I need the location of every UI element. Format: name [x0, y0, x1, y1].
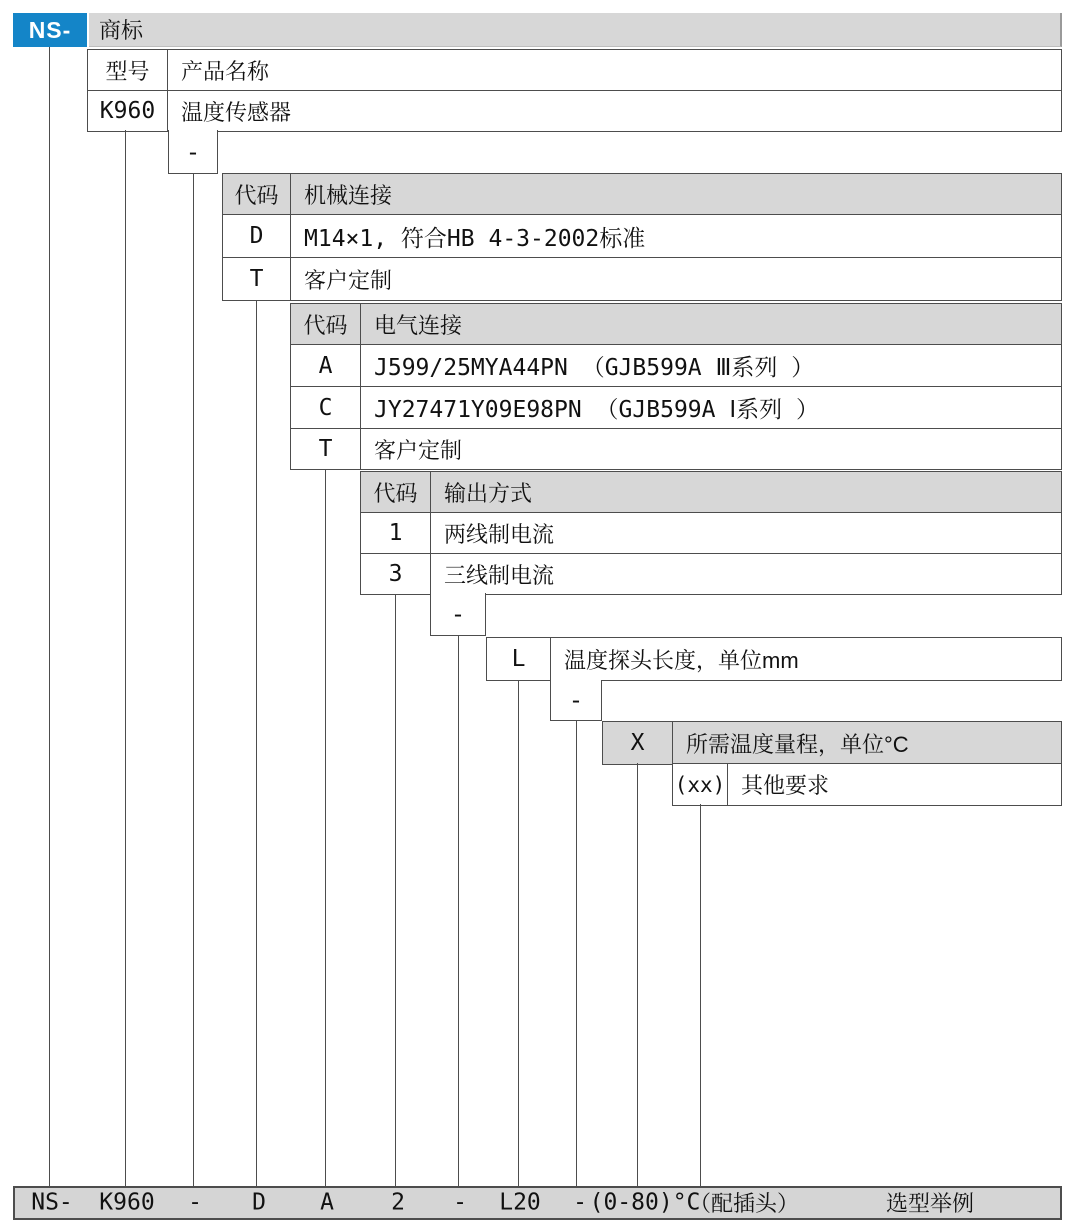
- trademark-label: 商标: [99, 18, 144, 43]
- model-header-cell: 型号: [88, 50, 168, 90]
- example-item: L20: [499, 1189, 541, 1216]
- option-desc-cell: 两线制电流: [444, 521, 555, 547]
- code-header-cell: 代码: [291, 304, 361, 344]
- connector-line: [256, 300, 257, 1186]
- model-header-row: [88, 50, 1061, 90]
- connector-line: [395, 594, 396, 1186]
- separator-cell-2: -: [430, 593, 486, 636]
- option-code-cell: C: [291, 387, 361, 428]
- option-code-cell: T: [223, 258, 291, 300]
- section-header-row: [361, 472, 1061, 512]
- example-item: D: [252, 1189, 266, 1216]
- option-code-cell: D: [223, 215, 291, 257]
- option-row: [223, 214, 1061, 257]
- connector-line: [637, 763, 638, 1186]
- option-code-cell: T: [291, 429, 361, 469]
- temp-range-desc-cell: 所需温度量程，单位°C: [686, 731, 909, 757]
- section-header-row: [291, 304, 1061, 344]
- temp-range-row: [602, 721, 1062, 765]
- code-header-cell: 代码: [361, 472, 431, 512]
- other-req-code-cell: (xx): [673, 764, 728, 805]
- option-row: [223, 257, 1061, 300]
- model-code-cell: K960: [88, 91, 168, 131]
- mech-connection-section: [222, 173, 1062, 301]
- separator-cell-1: -: [168, 130, 218, 174]
- product-name-cell: 温度传感器: [181, 99, 292, 125]
- temp-range-code-cell: X: [603, 722, 673, 764]
- example-item: -: [453, 1189, 467, 1216]
- example-label: 选型举例: [885, 1190, 975, 1216]
- option-desc-cell: M14×1, 符合HB 4-3-2002标准: [304, 225, 646, 252]
- connector-line: [49, 47, 50, 1186]
- other-req-row: [672, 763, 1062, 806]
- brand-prefix-box: NS-: [13, 13, 87, 47]
- example-item: 2: [391, 1189, 405, 1216]
- option-desc-cell: 三线制电流: [444, 562, 555, 588]
- example-bar: [13, 1186, 1062, 1220]
- connector-line: [325, 469, 326, 1186]
- option-row: [361, 512, 1061, 553]
- product-header-cell: 产品名称: [181, 58, 270, 84]
- probe-length-code-cell: L: [487, 638, 551, 680]
- example-item: （配插头）: [688, 1190, 800, 1216]
- example-item: (0-80)°C: [589, 1189, 701, 1216]
- section-title-cell: 输出方式: [444, 480, 533, 506]
- model-table: [87, 49, 1062, 132]
- option-code-cell: A: [291, 345, 361, 386]
- option-desc-cell: 客户定制: [374, 437, 463, 463]
- output-mode-section: [360, 471, 1062, 595]
- option-desc-cell: JY27471Y09E98PN （GJB599A Ⅰ系列 ）: [374, 397, 819, 423]
- section-header-row: [223, 174, 1061, 214]
- connector-line: [125, 130, 126, 1186]
- connector-line: [193, 174, 194, 1186]
- code-header-cell: 代码: [223, 174, 291, 214]
- option-desc-cell: 客户定制: [304, 267, 393, 293]
- probe-length-desc-cell: 温度探头长度，单位mm: [564, 647, 799, 673]
- option-row: [361, 553, 1061, 594]
- example-item: -: [188, 1189, 202, 1216]
- other-req-desc-cell: 其他要求: [741, 773, 830, 798]
- example-item: A: [320, 1189, 334, 1216]
- connector-line: [576, 721, 577, 1186]
- option-row: [291, 386, 1061, 428]
- option-code-cell: 3: [361, 554, 431, 594]
- option-row: [291, 344, 1061, 386]
- probe-length-row: [486, 637, 1062, 681]
- model-row: [88, 90, 1061, 131]
- section-title-cell: 机械连接: [304, 182, 393, 208]
- section-title-cell: 电气连接: [374, 312, 463, 338]
- option-row: [291, 428, 1061, 469]
- option-desc-cell: J599/25MYA44PN （GJB599A Ⅲ系列 ）: [374, 355, 815, 381]
- trademark-bar: [89, 13, 1062, 47]
- example-item: NS-: [31, 1189, 73, 1216]
- example-item: K960: [99, 1189, 155, 1216]
- connector-line: [518, 680, 519, 1186]
- separator-cell-3: -: [550, 680, 602, 721]
- option-code-cell: 1: [361, 513, 431, 553]
- elec-connection-section: [290, 303, 1062, 470]
- connector-line: [700, 804, 701, 1186]
- example-item: -: [573, 1189, 587, 1216]
- connector-line: [458, 636, 459, 1186]
